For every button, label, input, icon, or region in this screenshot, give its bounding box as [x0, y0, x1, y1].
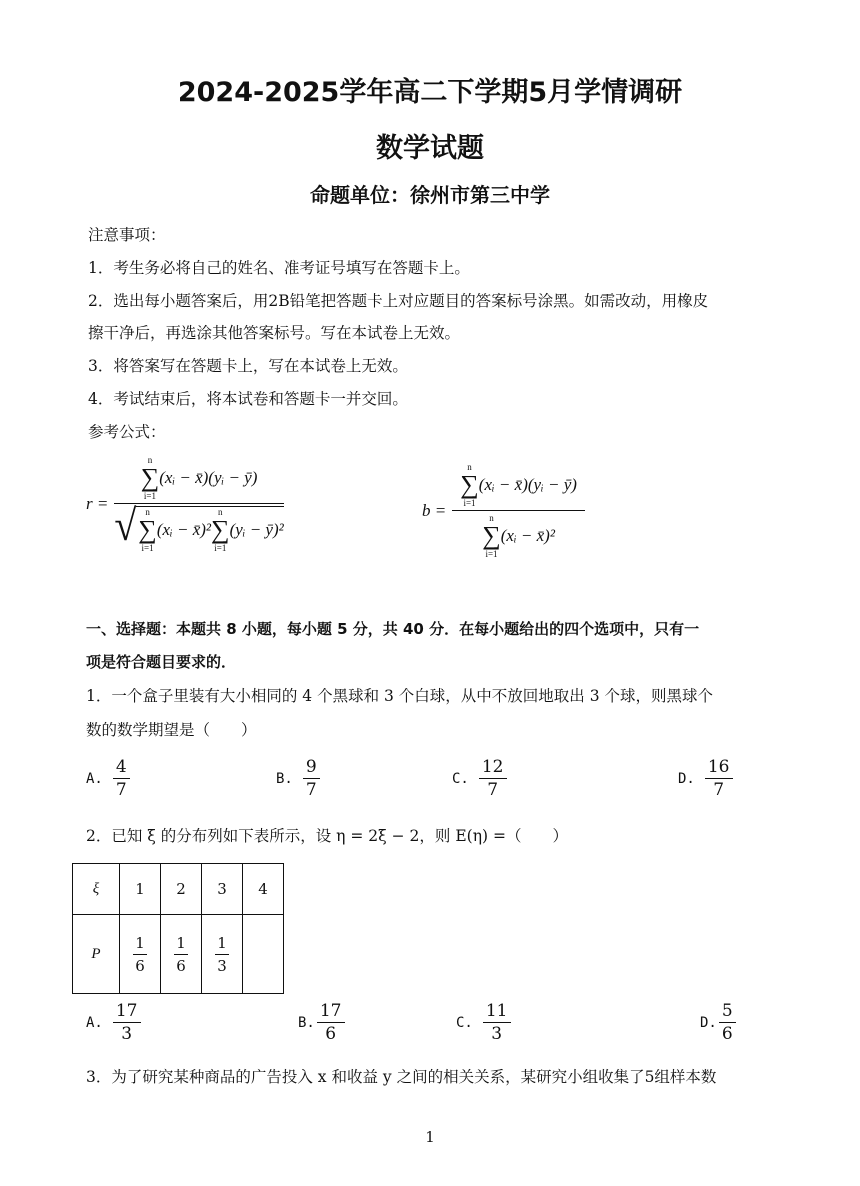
- exam-subject: 数学试题: [376, 133, 484, 164]
- q2-option-a[interactable]: A. $\frac{17}{3}$: [86, 1000, 141, 1045]
- q2-distribution-table: [72, 863, 284, 994]
- table-header-xi: ξ: [73, 864, 120, 915]
- table-cell: $\frac{1}{3}$: [202, 915, 243, 994]
- table-cell: 2: [161, 864, 202, 915]
- table-header-p: P: [73, 915, 120, 994]
- q1-option-d[interactable]: D. $\frac{16}{7}$: [678, 756, 733, 801]
- q1-stem: 1．一个盒子里装有大小相同的 4 个黑球和 3 个白球，从中不放回地取出 3 个球，则黑球个: [86, 687, 714, 705]
- notice-item-4: 4．考试结束后，将本试卷和答题卡一并交回。: [88, 390, 408, 408]
- notice-heading: 注意事项：: [88, 226, 166, 244]
- q2-option-d[interactable]: D. $\frac{5}{6}$: [700, 1000, 736, 1045]
- q1-option-a[interactable]: A. $\frac{4}{7}$: [86, 756, 130, 801]
- exam-title: 2024-2025学年高二下学期5月学情调研: [177, 77, 683, 108]
- page-number: 1: [425, 1128, 435, 1146]
- formula-r: r = n ∑ i=1 (xᵢ − x̄)(yᵢ − ȳ) √ n ∑ i=1 (xᵢ − x̄)² n ∑ i=1 (yᵢ − ȳ)²: [86, 455, 284, 553]
- notice-item-2: 2．选出每小题答案后，用2B铅笔把答题卡上对应题目的答案标号涂黑。如需改动，用橡皮: [88, 292, 709, 310]
- q2-stem: 2．已知 ξ 的分布列如下表所示，设 η = 2ξ − 2，则 E(η) =（ ）: [86, 827, 568, 845]
- table-cell: 1: [120, 864, 161, 915]
- q2-option-b[interactable]: B. $\frac{17}{6}$: [298, 1000, 345, 1045]
- q1-option-c[interactable]: C. $\frac{12}{7}$: [452, 756, 507, 801]
- table-cell: 3: [202, 864, 243, 915]
- notice-item-1: 1．考生务必将自己的姓名、准考证号填写在答题卡上。: [88, 259, 470, 277]
- formula-b-lhs: b =: [422, 500, 447, 520]
- exam-unit: 命题单位：徐州市第三中学: [310, 183, 550, 207]
- formula-heading: 参考公式：: [88, 423, 166, 441]
- section1-heading: 一、选择题：本题共 8 小题，每小题 5 分，共 40 分．在每小题给出的四个选项中，只有一: [86, 620, 700, 638]
- table-cell: $\frac{1}{6}$: [161, 915, 202, 994]
- table-cell: $\frac{1}{6}$: [120, 915, 161, 994]
- table-cell-empty: [243, 915, 284, 994]
- q2-option-c[interactable]: C. $\frac{11}{3}$: [456, 1000, 511, 1045]
- formula-r-lhs: r =: [86, 494, 109, 513]
- q1-stem-cont: 数的数学期望是（ ）: [86, 721, 257, 739]
- notice-item-2-cont: 擦干净后，再选涂其他答案标号。写在本试卷上无效。: [88, 324, 461, 342]
- section1-heading-cont: 项是符合题目要求的．: [86, 653, 237, 671]
- q1-option-b[interactable]: B. $\frac{9}{7}$: [276, 756, 320, 801]
- table-cell: 4: [243, 864, 284, 915]
- formula-b: b = n ∑ i=1 (xᵢ − x̄)(yᵢ − ȳ) n ∑ i=1 (xᵢ − x̄)²: [422, 462, 585, 559]
- q3-stem: 3．为了研究某种商品的广告投入 x 和收益 y 之间的相关关系，某研究小组收集了5组样本数: [86, 1068, 717, 1086]
- notice-item-3: 3．将答案写在答题卡上，写在本试卷上无效。: [88, 357, 408, 375]
